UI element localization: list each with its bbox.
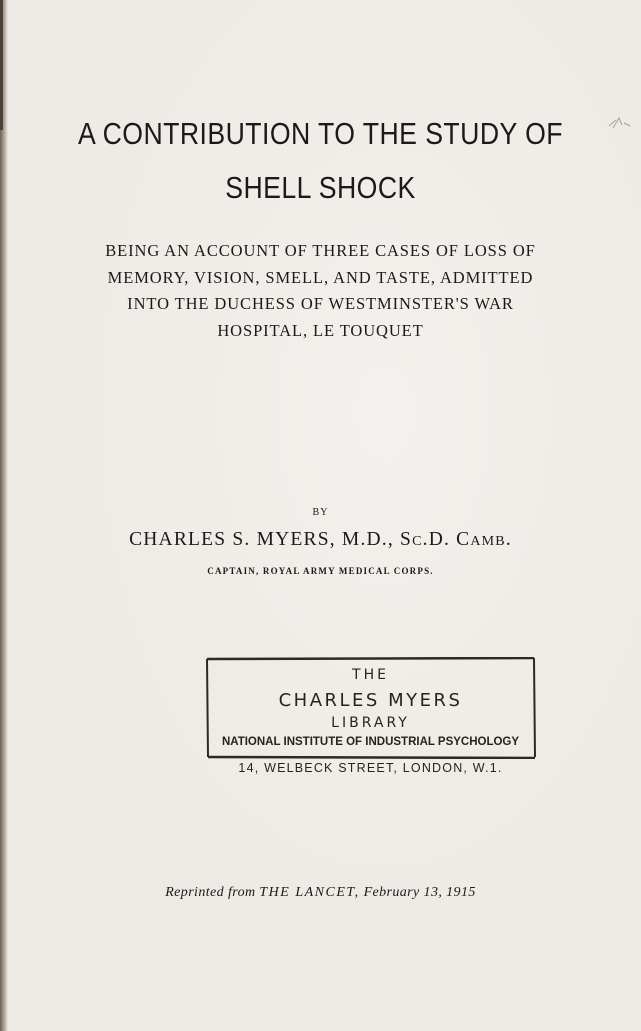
reprint-prefix: Reprinted <box>165 885 225 900</box>
subtitle-line: MEMORY, VISION, SMELL, AND TASTE, ADMITTED <box>107 267 534 287</box>
subtitle <box>60 238 581 344</box>
author-line <box>0 529 641 551</box>
subtitle-line: INTO THE DUCHESS OF WESTMINSTER'S WAR <box>127 294 514 313</box>
reprint-date: February 13, 1915 <box>363 885 476 900</box>
pencil-mark-icon <box>606 114 636 136</box>
subtitle-line: HOSPITAL, LE TOUQUET <box>217 320 424 340</box>
author-name: CHARLES S. MYERS, M.D., <box>129 529 394 550</box>
by-label: BY <box>312 507 329 518</box>
stamp-line-1: THE <box>352 667 389 683</box>
reprint-journal: THE LANCET, <box>259 885 360 900</box>
stamp-line-4: NATIONAL INSTITUTE OF INDUSTRIAL PSYCHOLOGY <box>221 736 520 748</box>
author-rank: CAPTAIN, ROYAL ARMY MEDICAL CORPS. <box>207 566 434 576</box>
title-line-2: SHELL SHOCK <box>225 170 416 205</box>
reprint-note <box>0 885 641 901</box>
stamp-line-3: LIBRARY <box>331 715 410 731</box>
library-stamp <box>204 657 537 759</box>
title-line-1: A CONTRIBUTION TO THE STUDY OF <box>78 116 563 151</box>
stamp-line-5: 14, WELBECK STREET, LONDON, W.1. <box>238 761 503 775</box>
stamp-line-2: CHARLES MYERS <box>278 690 463 711</box>
reprint-from: from <box>227 885 256 900</box>
subtitle-line: BEING AN ACCOUNT OF THREE CASES OF LOSS OF <box>105 241 536 260</box>
binding-mark <box>0 0 3 130</box>
author-degree: Sc.D. Camb. <box>400 529 512 550</box>
